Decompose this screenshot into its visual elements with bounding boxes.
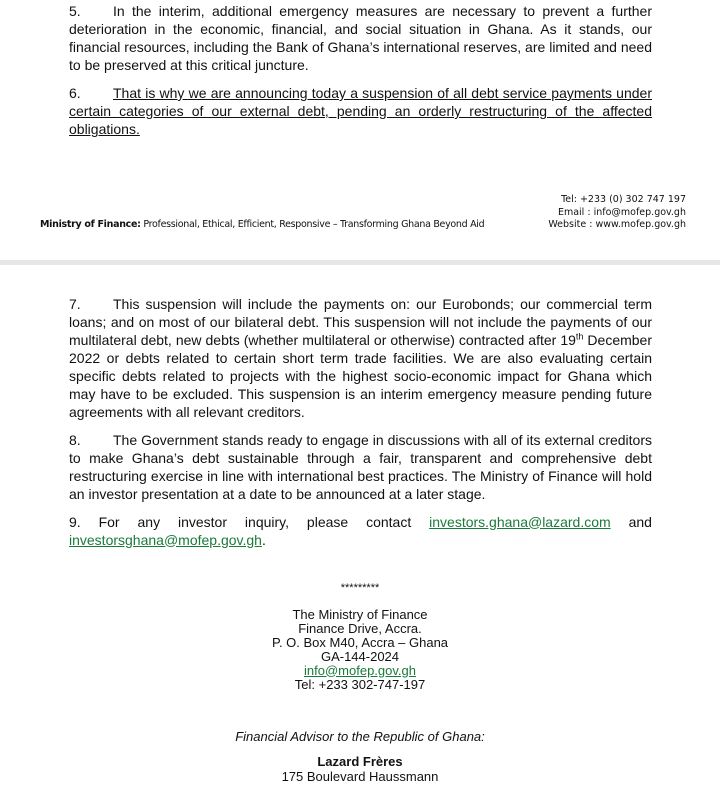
paragraph-6: 6. That is why we are announcing today a suspension of all debt service payments under certain categories of our external debt, pending an orderly restructuring of the affected obligations.: [69, 85, 652, 137]
paragraph-9: 9. For any investor inquiry, please contact investors.ghana@lazard.com and investorsghana@mofep.gov.gh.: [69, 513, 652, 548]
paragraph-8: 8. The Government stands ready to engage in discussions with all of its external creditors to make Ghana’s debt sustainable through a fair, transparent and comprehensive debt restructuring exercise in line with international best practices. The Ministry of Finance will hold an investor presentation at a date to be announced at a later stage.: [69, 431, 652, 502]
paragraph-5: 5. In the interim, additional emergency measures are necessary to prevent a further deterioration in the economic, financial, and social situation in Ghana. As it stands, our financial resources, including the Bank of Ghana’s international reserves, are limited and need to be preserved at this critical juncture.: [69, 3, 652, 73]
info-email-link[interactable]: info@mofep.gov.gh: [304, 662, 416, 678]
footer: [40, 194, 686, 260]
page-1: [0, 0, 720, 260]
paragraph-7: 7. This suspension will include the payments on: our Eurobonds; our commercial term loans; and on most of our bilateral debt. This suspension will not include the payments of our multilateral debt, new debts (whether multilateral or otherwise) contracted after 19th December 2022 or debts related to certain short term trade facilities. We are also evaluating certain specific debts related to projects with the highest socio-economic impact for Ghana which may have to be excluded. This suspension is an interim emergency measure pending future agreements with all relevant creditors.: [69, 295, 652, 420]
lazard-email-link[interactable]: investors.ghana@lazard.com: [429, 513, 611, 530]
page-2: [0, 265, 720, 794]
advisor-address: 175 Boulevard Haussmann: [281, 768, 439, 784]
footer-contact: Tel: +233 (0) 302 747 197 Email : info@mofep.gov.gh Website : www.mofep.gov.gh: [548, 194, 686, 230]
ministry-address: The Ministry of Finance Finance Drive, Accra. P. O. Box M40, Accra – Ghana GA-144-2024 info@mofep.gov.gh Tel: +233 302-747-197: [271, 606, 449, 692]
advisor-name: Lazard Frères: [317, 753, 403, 769]
footer-motto: Ministry of Finance: Professional, Ethical, Efficient, Responsive – Transforming Ghana Beyond Aid: [40, 219, 485, 230]
advisor-label: Financial Advisor to the Republic of Ghana:: [235, 728, 485, 744]
separator: *********: [340, 581, 380, 594]
mofep-investor-email-link[interactable]: investorsghana@mofep.gov.gh: [69, 531, 262, 548]
